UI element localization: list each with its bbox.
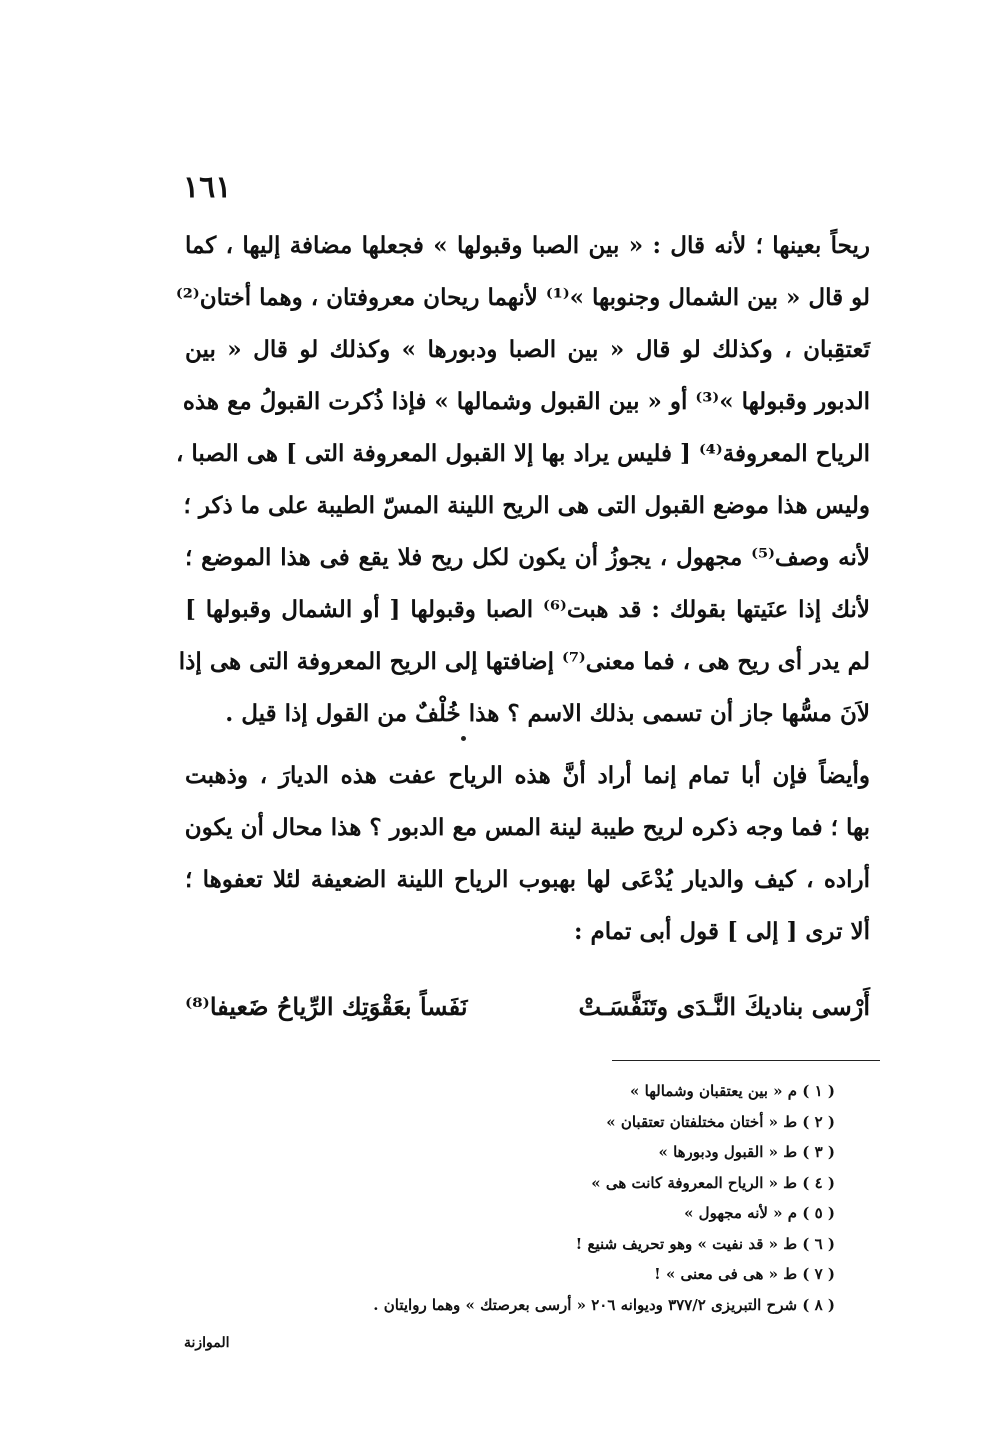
footnote: ( ٤ ) ط « الرياح المعروفة كانت هى »: [591, 1173, 835, 1192]
text-line: تَعتقِبان ، وكذلك لو قال « بين الصبا ودبورها » وكذلك لو قال « بين: [185, 336, 870, 363]
footnote: ( ٧ ) ط « هى فى معنى » !: [654, 1265, 835, 1283]
text-line: لأنك إذا عنَيتها بقولك : قد هبت⁽⁶⁾ الصبا وقبولها [ أو الشمال وقبولها ]: [185, 596, 870, 623]
text-line: بها ؛ فما وجه ذكره لريح طيبة لينة المس مع الدبور ؟ هذا محال أن يكون: [184, 814, 870, 841]
text-line: الرياح المعروفة⁽⁴⁾ [ فليس يراد بها إلا القبول المعروفة التى ] هى الصبا ،: [175, 440, 870, 467]
footnote: ( ٨ ) شرح التبريزى ٣٧٧/٢ وديوانه ٢٠٦ « أرسى بعرصتك » وهما روايتان .: [373, 1295, 835, 1314]
text-line: لاَنَ مسُّها جاز أن تسمى بذلك الاسم ؟ هذا خُلْفٌ من القول إذا قيل .: [225, 700, 870, 727]
book-signature: الموازنة: [184, 1335, 230, 1351]
footnote: ( ٦ ) ط « قد نفيت » وهو تحريف شنيع !: [575, 1234, 835, 1253]
text-line: ألا ترى [ إلى ] قول أبى تمام :: [574, 918, 870, 945]
paragraph-2: [185, 750, 870, 958]
poem-verse: [185, 992, 870, 1044]
footnote: ( ١ ) م « بين يعتقبان وشمالها »: [630, 1082, 835, 1100]
text-line: أراده ، كيف والديار يُدْعَى لها بهبوب الرياح اللينة الضعيفة لئلا تعفوها ؛: [185, 866, 870, 893]
paragraph-1: [175, 220, 870, 740]
text-line: وليس هذا موضع القبول التى هى الريح اللينة المسّ الطيبة على ما ذكر ؛: [183, 492, 870, 519]
page-number: ١٦١: [183, 170, 232, 205]
footnote: ( ٣ ) ط « القبول ودبورها »: [658, 1143, 835, 1161]
text-line: لم يدر أى ريح هى ، فما معنى⁽⁷⁾ إضافتها إلى الريح المعروفة التى هى إذا: [178, 648, 870, 675]
text-line: وأيضاً فإن أبا تمام إنما أراد أنَّ هذه الرياح عفت هذه الديارَ ، وذهبت: [185, 762, 870, 789]
footnotes: [300, 1076, 835, 1320]
ink-dot: [461, 736, 466, 741]
poem-second-hemistich: نَفَساً بعَقْوَتِك الرِّياحُ ضَعيفا⁽⁸⁾: [185, 992, 468, 1021]
footnote: ( ٢ ) ط « أختان مختلفتان تعتقبان »: [606, 1112, 835, 1131]
text-line: الدبور وقبولها »⁽³⁾ أو « بين القبول وشمالها » فإذا ذُكرت القبولُ مع هذه: [182, 388, 870, 415]
text-line: لأنه وصف⁽⁵⁾ مجهول ، يجوزُ أن يكون لكل ريح فلا يقع فى هذا الموضع ؛: [185, 544, 870, 571]
text-line: ريحاً بعينها ؛ لأنه قال : « بين الصبا وقبولها » فجعلها مضافة إليها ، كما: [185, 232, 870, 259]
footnote-divider: [612, 1060, 880, 1061]
poem-first-hemistich: أَرْسى بناديكَ النَّـدَى وتَنَفَّسَـتْ: [578, 992, 870, 1021]
text-line: لو قال « بين الشمال وجنوبها »⁽¹⁾ لأنهما ريحان معروفتان ، وهما أختان⁽²⁾: [175, 284, 870, 311]
footnote: ( ٥ ) م « لأنه مجهول »: [684, 1204, 835, 1222]
